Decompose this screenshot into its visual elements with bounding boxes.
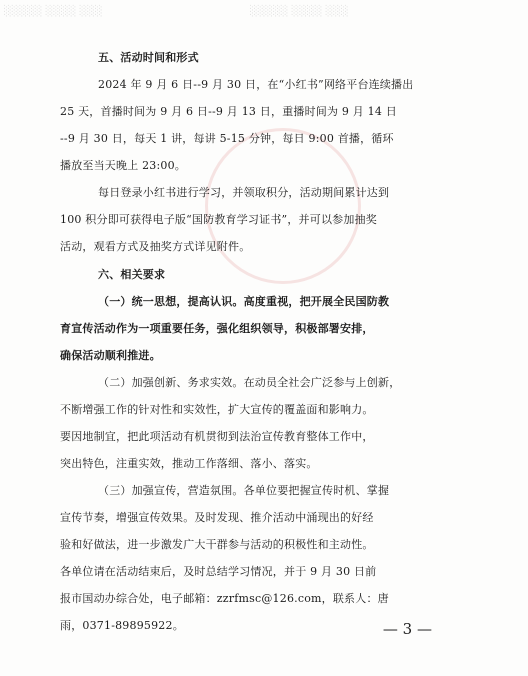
text-line: 要因地制宜，把此项活动有机贯彻到法治宣传教育整体工作中，: [60, 430, 374, 443]
text-line: 育宣传活动作为一项重要任务，强化组织领导，积极部署安排，: [60, 322, 374, 335]
text-line: 播放至当天晚上 23:00。: [60, 159, 186, 172]
watermark: ░░░░░ ░░░░ ░░░: [4, 6, 103, 17]
text-line: （一）统一思想，提高认识。高度重视，把开展全民国防教: [98, 295, 390, 308]
text-line: 雨，0371-89895922。: [60, 619, 184, 632]
text-line: 确保活动顺利推进。: [60, 349, 161, 362]
text-line: 报市国动办综合处，电子邮箱：zzrfmsc@126.com，联系人：唐: [60, 592, 389, 605]
text-line: 不断增强工作的针对性和实效性，扩大宣传的覆盖面和影响力。: [60, 403, 374, 416]
text-line: 2024 年 9 月 6 日--9 月 30 日，在“小红书”网络平台连续播出: [98, 78, 414, 91]
text-line: 验和好做法，进一步激发广大干群参与活动的积极性和主动性。: [60, 538, 374, 551]
text-line: （二）加强创新、务求实效。在动员全社会广泛参与上创新，: [98, 376, 401, 389]
text-line: 100 积分即可获得电子版“国防教育学习证书”，并可以参加抽奖: [60, 213, 377, 226]
text-line: （三）加强宣传，营造氛围。各单位要把握宣传时机、掌握: [98, 484, 390, 497]
text-line: 活动，观看方式及抽奖方式详见附件。: [60, 240, 251, 253]
text-line: 25 天，首播时间为 9 月 6 日--9 月 13 日，重播时间为 9 月 14 日: [60, 105, 397, 118]
text-line: 突出特色，注重实效，推动工作落细、落小、落实。: [60, 457, 318, 470]
text-line: 每日登录小红书进行学习，并领取积分，活动期间累计达到: [98, 186, 390, 199]
section-5-heading: 五、活动时间和形式: [98, 51, 199, 64]
section-6-heading: 六、相关要求: [98, 268, 166, 281]
page-number: — 3 —: [382, 620, 432, 638]
text-line: 宣传节奏，增强宣传效果。及时发现、推介活动中涌现出的好经: [60, 511, 374, 524]
text-line: --9 月 30 日，每天 1 讲，每讲 5-15 分钟，每日 9:00 首播，循环: [60, 132, 394, 145]
official-seal: [205, 128, 361, 284]
text-line: 各单位请在活动结束后，及时总结学习情况，并于 9 月 30 日前: [60, 565, 377, 578]
watermark: ░░░░░ ░░░░ ░░░: [250, 6, 349, 17]
